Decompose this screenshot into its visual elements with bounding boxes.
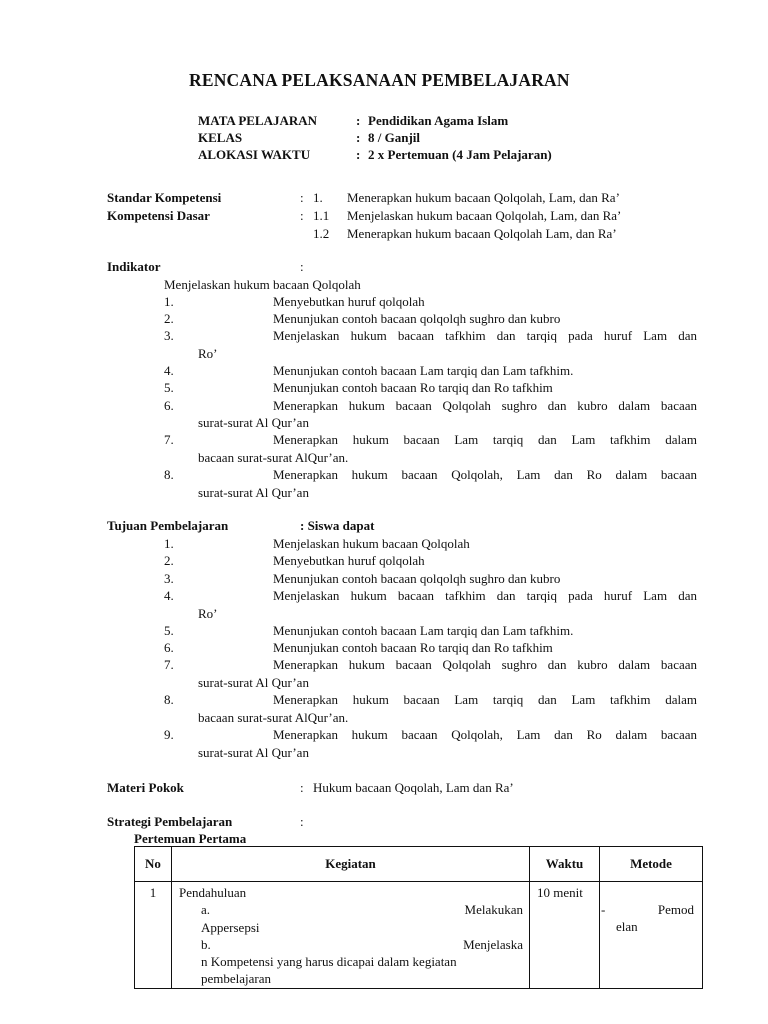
list-item-text: Menerapkan hukum bacaan Lam tarqiq dan Lam tafkhim dalam: [273, 432, 697, 447]
list-item-text: Menyebutkan huruf qolqolah: [273, 294, 425, 309]
list-item-text-cont: Ro’: [198, 606, 218, 621]
sk-colon: :: [300, 190, 304, 205]
info-label-mapel: MATA PELAJARAN: [198, 113, 318, 128]
list-item-number: 5.: [164, 623, 174, 638]
pertemuan-heading: Pertemuan Pertama: [134, 831, 247, 846]
info-label-kelas: KELAS: [198, 130, 243, 145]
indikator-colon: :: [300, 259, 304, 274]
list-item-text-cont: bacaan surat-surat AlQur’an.: [198, 710, 349, 725]
header-no: No: [135, 847, 172, 882]
item-word: Menjelaska: [463, 936, 523, 952]
list-item-text: Menerapkan hukum bacaan Qolqolah, Lam dan Ro dalam bacaan: [273, 467, 697, 482]
cell-metode: [600, 882, 703, 989]
item-continuation: n Kompetensi yang harus dicapai dalam kegiatan: [201, 954, 457, 970]
list-item-text-cont: bacaan surat-surat AlQur’an.: [198, 450, 349, 465]
list-item-number: 1.: [164, 536, 174, 551]
list-item-text: Menjelaskan hukum bacaan tafkhim dan tarqiq pada huruf Lam dan: [273, 588, 697, 603]
list-item-text: Menerapkan hukum bacaan Qolqolah sughro dan kubro dalam bacaan: [273, 398, 697, 413]
list-item-text: Menunjukan contoh bacaan qolqolqh sughro dan kubro: [273, 571, 561, 586]
info-value-kelas: 8 / Ganjil: [368, 130, 421, 145]
materi-value: Hukum bacaan Qoqolah, Lam dan Ra’: [313, 780, 514, 795]
kegiatan-item-a: [179, 901, 523, 918]
header-metode: Metode: [600, 847, 703, 882]
kd-text: Menerapkan hukum bacaan Qolqolah Lam, dan Ra’: [347, 226, 617, 241]
metode-line: [600, 918, 694, 935]
list-item-number: 2.: [164, 311, 174, 326]
list-item-text: Menjelaskan hukum bacaan tafkhim dan tarqiq pada huruf Lam dan: [273, 328, 697, 343]
kegiatan-title: Pendahuluan: [179, 885, 247, 900]
list-item-number: 3.: [164, 328, 174, 343]
info-value-mapel: Pendidikan Agama Islam: [368, 113, 509, 128]
list-item-text-cont: Ro’: [198, 346, 218, 361]
tujuan-colon: : Siswa dapat: [300, 518, 375, 533]
table-row: [135, 882, 703, 989]
list-item-number: 3.: [164, 571, 174, 586]
list-item-text: Menjelaskan hukum bacaan Qolqolah: [273, 536, 470, 551]
list-item-text: Menunjukan contoh bacaan qolqolqh sughro dan kubro: [273, 311, 561, 326]
materi-colon: :: [300, 780, 304, 795]
sk-label: Standar Kompetensi: [107, 190, 222, 205]
list-item-number: 7.: [164, 657, 174, 672]
list-item-text: Menunjukan contoh bacaan Lam tarqiq dan Lam tafkhim.: [273, 363, 574, 378]
cell-waktu: 10 menit: [530, 882, 600, 989]
list-item-text-cont: surat-surat Al Qur’an: [198, 485, 309, 500]
info-label-alokasi: ALOKASI WAKTU: [198, 147, 311, 162]
list-item-number: 4.: [164, 588, 174, 603]
metode-text-cont: elan: [616, 919, 638, 935]
list-item-text-cont: surat-surat Al Qur’an: [198, 745, 309, 760]
metode-dash: -: [601, 902, 606, 917]
list-item-number: 1.: [164, 294, 174, 309]
metode-text: Pemod: [657, 902, 694, 917]
list-item-text: Menerapkan hukum bacaan Lam tarqiq dan Lam tafkhim dalam: [273, 692, 697, 707]
item-continuation: pembelajaran: [201, 971, 272, 987]
kd-label: Kompetensi Dasar: [107, 208, 210, 223]
list-item-text: Menunjukan contoh bacaan Lam tarqiq dan Lam tafkhim.: [273, 623, 574, 638]
item-letter: a.: [201, 902, 211, 918]
item-word: Melakukan: [464, 902, 523, 918]
kegiatan-table: [134, 846, 703, 989]
list-item-text-cont: surat-surat Al Qur’an: [198, 415, 309, 430]
materi-label: Materi Pokok: [107, 780, 184, 795]
list-item-text: Menerapkan hukum bacaan Qolqolah sughro dan kubro dalam bacaan: [273, 657, 697, 672]
list-item-text: Menunjukan contoh bacaan Ro tarqiq dan Ro tafkhim: [273, 380, 553, 395]
list-item-number: 6.: [164, 398, 174, 413]
table-header-row: [135, 847, 703, 882]
header-waktu: Waktu: [530, 847, 600, 882]
info-colon: :: [356, 113, 361, 128]
info-colon: :: [356, 130, 361, 145]
metode-line: [600, 901, 694, 918]
list-item-number: 5.: [164, 380, 174, 395]
info-value-alokasi: 2 x Pertemuan (4 Jam Pelajaran): [368, 147, 552, 162]
list-item-text: Menunjukan contoh bacaan Ro tarqiq dan Ro tafkhim: [273, 640, 553, 655]
kd-colon: :: [300, 208, 304, 223]
header-kegiatan: Kegiatan: [172, 847, 530, 882]
list-item-number: 8.: [164, 692, 174, 707]
kd-number: 1.2: [313, 226, 330, 241]
item-continuation: Appersepsi: [201, 919, 260, 935]
strategi-colon: :: [300, 814, 304, 829]
list-item-text: Menyebutkan huruf qolqolah: [273, 553, 425, 568]
indikator-label: Indikator: [107, 259, 161, 274]
strategi-label: Strategi Pembelajaran: [107, 814, 233, 829]
indikator-intro: Menjelaskan hukum bacaan Qolqolah: [164, 277, 361, 292]
list-item-number: 2.: [164, 553, 174, 568]
list-item-number: 8.: [164, 467, 174, 482]
kd-number: 1.1: [313, 208, 330, 223]
list-item-number: 7.: [164, 432, 174, 447]
item-letter: b.: [201, 936, 211, 952]
list-item-number: 4.: [164, 363, 174, 378]
list-item-number: 6.: [164, 640, 174, 655]
document-title: RENCANA PELAKSANAAN PEMBELAJARAN: [189, 70, 570, 90]
cell-no: 1: [135, 882, 172, 989]
tujuan-label: Tujuan Pembelajaran: [107, 518, 229, 533]
cell-kegiatan: [172, 882, 530, 989]
sk-number: 1.: [313, 190, 323, 205]
list-item-number: 9.: [164, 727, 174, 742]
kd-text: Menjelaskan hukum bacaan Qolqolah, Lam, dan Ra’: [347, 208, 622, 223]
list-item-text-cont: surat-surat Al Qur’an: [198, 675, 309, 690]
sk-text: Menerapkan hukum bacaan Qolqolah, Lam, dan Ra’: [347, 190, 620, 205]
list-item-text: Menerapkan hukum bacaan Qolqolah, Lam dan Ro dalam bacaan: [273, 727, 697, 742]
info-colon: :: [356, 147, 361, 162]
kegiatan-item-b: [179, 936, 523, 953]
